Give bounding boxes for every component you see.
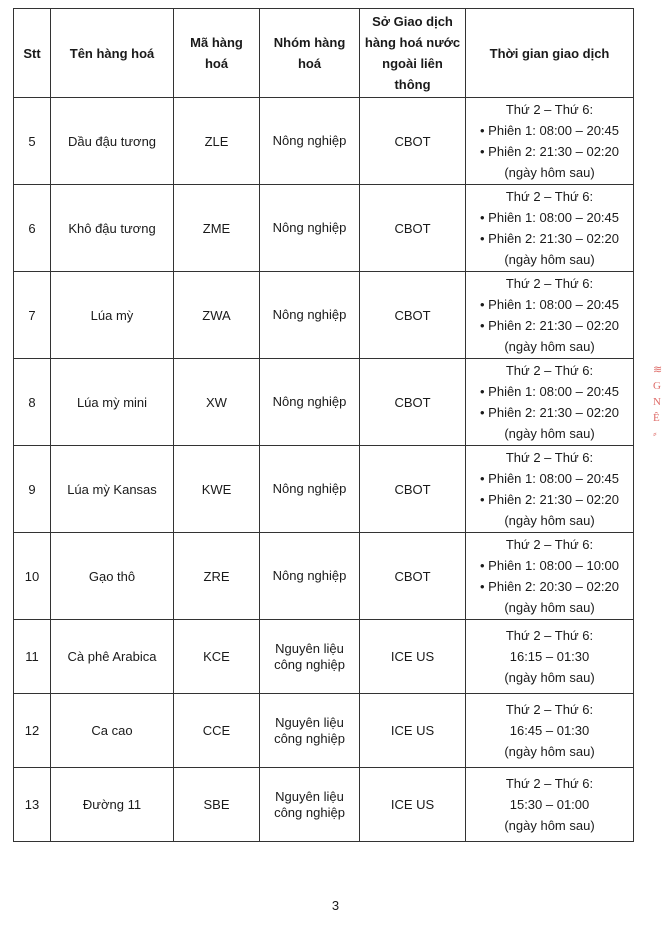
cell-exchange: CBOT: [360, 185, 466, 272]
cell-commodity-name: Khô đậu tương: [51, 185, 174, 272]
header-code-line: hàng hoá: [204, 35, 243, 71]
cell-commodity-group: [260, 768, 360, 842]
cell-stt: 13: [14, 768, 51, 842]
cell-commodity-group: [260, 185, 360, 272]
stamp-letter: G: [653, 380, 661, 392]
table-row: [14, 185, 634, 272]
cell-trading-time: [466, 446, 634, 533]
cell-trading-time-line: 15:30 – 01:00: [509, 797, 590, 812]
cell-trading-time-line: • Phiên 2: 21:30 – 02:20: [480, 492, 619, 507]
cell-commodity-group: [260, 359, 360, 446]
cell-trading-time-line: • Phiên 2: 20:30 – 02:20: [480, 579, 619, 594]
cell-trading-time: [466, 359, 634, 446]
table-row: [14, 272, 634, 359]
cell-commodity-group-line: Nguyên liệu: [275, 788, 344, 804]
cell-commodity-code: KWE: [174, 446, 260, 533]
cell-trading-time-line: Thứ 2 – Thứ 6:: [505, 776, 594, 791]
cell-exchange: CBOT: [360, 533, 466, 620]
header-exchange-line: hàng hoá: [364, 35, 423, 50]
cell-stt: 12: [14, 694, 51, 768]
cell-trading-time-line: • Phiên 1: 08:00 – 20:45: [480, 384, 619, 399]
table-row: [14, 620, 634, 694]
cell-stt: 9: [14, 446, 51, 533]
cell-exchange: CBOT: [360, 272, 466, 359]
cell-commodity-group-line: công nghiệp: [274, 730, 345, 746]
cell-exchange: CBOT: [360, 359, 466, 446]
cell-trading-time: [466, 768, 634, 842]
cell-commodity-group: [260, 446, 360, 533]
cell-trading-time-line: • Phiên 2: 21:30 – 02:20: [480, 231, 619, 246]
header-group-line: Nhóm: [273, 35, 311, 50]
cell-trading-time: [466, 185, 634, 272]
cell-trading-time-line: • Phiên 2: 21:30 – 02:20: [480, 405, 619, 420]
cell-commodity-name: Cà phê Arabica: [51, 620, 174, 694]
cell-exchange: CBOT: [360, 98, 466, 185]
cell-trading-time-line: • Phiên 1: 08:00 – 10:00: [480, 558, 619, 573]
header-exchange-line: Sở Giao dịch: [372, 14, 453, 29]
cell-trading-time-line: Thứ 2 – Thứ 6:: [505, 702, 594, 717]
cell-commodity-group-line: Nông nghiệp: [272, 394, 347, 409]
cell-trading-time-line: 16:45 – 01:30: [509, 723, 590, 738]
table-header-row: [14, 9, 634, 98]
cell-commodity-code: ZME: [174, 185, 260, 272]
cell-commodity-group-line: Nông nghiệp: [272, 481, 347, 496]
cell-commodity-name: Lúa mỳ: [51, 272, 174, 359]
cell-trading-time-line: (ngày hôm sau): [504, 670, 595, 685]
header-code: [174, 9, 260, 98]
cell-commodity-group: [260, 694, 360, 768]
cell-trading-time: [466, 272, 634, 359]
cell-trading-time-line: • Phiên 1: 08:00 – 20:45: [480, 123, 619, 138]
cell-stt: 10: [14, 533, 51, 620]
table-row: [14, 98, 634, 185]
cell-commodity-name: Đường 11: [51, 768, 174, 842]
table-row: [14, 359, 634, 446]
cell-exchange: ICE US: [360, 768, 466, 842]
cell-stt: 8: [14, 359, 51, 446]
cell-commodity-group-line: công nghiệp: [274, 656, 345, 672]
cell-trading-time-line: Thứ 2 – Thứ 6:: [505, 537, 594, 552]
red-stamp-fragment: [653, 362, 671, 442]
cell-trading-time-line: Thứ 2 – Thứ 6:: [505, 276, 594, 291]
cell-trading-time: [466, 694, 634, 768]
cell-commodity-name: Ca cao: [51, 694, 174, 768]
cell-trading-time-line: • Phiên 1: 08:00 – 20:45: [480, 471, 619, 486]
page-number: 3: [331, 898, 340, 913]
cell-commodity-code: SBE: [174, 768, 260, 842]
cell-commodity-group-line: Nguyên liệu: [275, 714, 344, 730]
cell-commodity-code: ZWA: [174, 272, 260, 359]
cell-commodity-name: Lúa mỳ mini: [51, 359, 174, 446]
header-trading-time: Thời gian giao dịch: [466, 9, 634, 98]
commodity-table: [13, 8, 634, 842]
table-row: [14, 694, 634, 768]
stamp-letter: Ê: [653, 412, 660, 424]
cell-trading-time-line: (ngày hôm sau): [504, 600, 595, 615]
cell-trading-time-line: (ngày hôm sau): [504, 818, 595, 833]
cell-trading-time-line: Thứ 2 – Thứ 6:: [505, 363, 594, 378]
header-group: [260, 9, 360, 98]
cell-trading-time: [466, 620, 634, 694]
header-exchange: [360, 9, 466, 98]
cell-commodity-code: CCE: [174, 694, 260, 768]
cell-exchange: CBOT: [360, 446, 466, 533]
cell-trading-time-line: 16:15 – 01:30: [509, 649, 590, 664]
cell-trading-time-line: • Phiên 2: 21:30 – 02:20: [480, 318, 619, 333]
header-code-line: Mã: [190, 35, 209, 50]
cell-commodity-group-line: Nguyên liệu: [275, 640, 344, 656]
cell-trading-time-line: Thứ 2 – Thứ 6:: [505, 450, 594, 465]
cell-commodity-code: KCE: [174, 620, 260, 694]
cell-commodity-group-line: Nông nghiệp: [272, 568, 347, 583]
cell-commodity-code: ZLE: [174, 98, 260, 185]
cell-stt: 6: [14, 185, 51, 272]
cell-commodity-name: Lúa mỳ Kansas: [51, 446, 174, 533]
cell-commodity-name: Dầu đậu tương: [51, 98, 174, 185]
cell-trading-time: [466, 533, 634, 620]
cell-commodity-group-line: Nông nghiệp: [272, 220, 347, 235]
header-group-line: hàng hoá: [297, 35, 346, 71]
cell-commodity-name: Gạo thô: [51, 533, 174, 620]
cell-commodity-group-line: công nghiệp: [274, 804, 345, 820]
header-name: Tên hàng hoá: [51, 9, 174, 98]
cell-commodity-group: [260, 272, 360, 359]
table-row: [14, 533, 634, 620]
stamp-glyph: ≋: [653, 364, 663, 376]
cell-commodity-group: [260, 533, 360, 620]
cell-trading-time-line: Thứ 2 – Thứ 6:: [505, 189, 594, 204]
cell-trading-time-line: (ngày hôm sau): [504, 252, 595, 267]
cell-commodity-group-line: Nông nghiệp: [272, 133, 347, 148]
stamp-letter: N: [653, 396, 661, 408]
cell-trading-time-line: (ngày hôm sau): [504, 165, 595, 180]
cell-commodity-code: ZRE: [174, 533, 260, 620]
table-row: [14, 446, 634, 533]
cell-trading-time-line: • Phiên 2: 21:30 – 02:20: [480, 144, 619, 159]
header-exchange-line: nước ngoài: [382, 35, 461, 71]
cell-commodity-group: [260, 620, 360, 694]
cell-trading-time-line: Thứ 2 – Thứ 6:: [505, 628, 594, 643]
cell-stt: 5: [14, 98, 51, 185]
cell-trading-time-line: (ngày hôm sau): [504, 426, 595, 441]
header-exchange-line: liên thông: [394, 56, 443, 92]
cell-commodity-group: [260, 98, 360, 185]
cell-trading-time-line: (ngày hôm sau): [504, 339, 595, 354]
cell-trading-time-line: (ngày hôm sau): [504, 744, 595, 759]
cell-exchange: ICE US: [360, 620, 466, 694]
cell-trading-time-line: • Phiên 1: 08:00 – 20:45: [480, 210, 619, 225]
table-row: [14, 768, 634, 842]
cell-exchange: ICE US: [360, 694, 466, 768]
cell-trading-time: [466, 98, 634, 185]
cell-trading-time-line: (ngày hôm sau): [504, 513, 595, 528]
cell-stt: 11: [14, 620, 51, 694]
cell-commodity-group-line: Nông nghiệp: [272, 307, 347, 322]
header-stt: Stt: [14, 9, 51, 98]
cell-trading-time-line: Thứ 2 – Thứ 6:: [505, 102, 594, 117]
stamp-glyph: ⸗: [653, 428, 657, 440]
cell-trading-time-line: • Phiên 1: 08:00 – 20:45: [480, 297, 619, 312]
cell-stt: 7: [14, 272, 51, 359]
cell-commodity-code: XW: [174, 359, 260, 446]
